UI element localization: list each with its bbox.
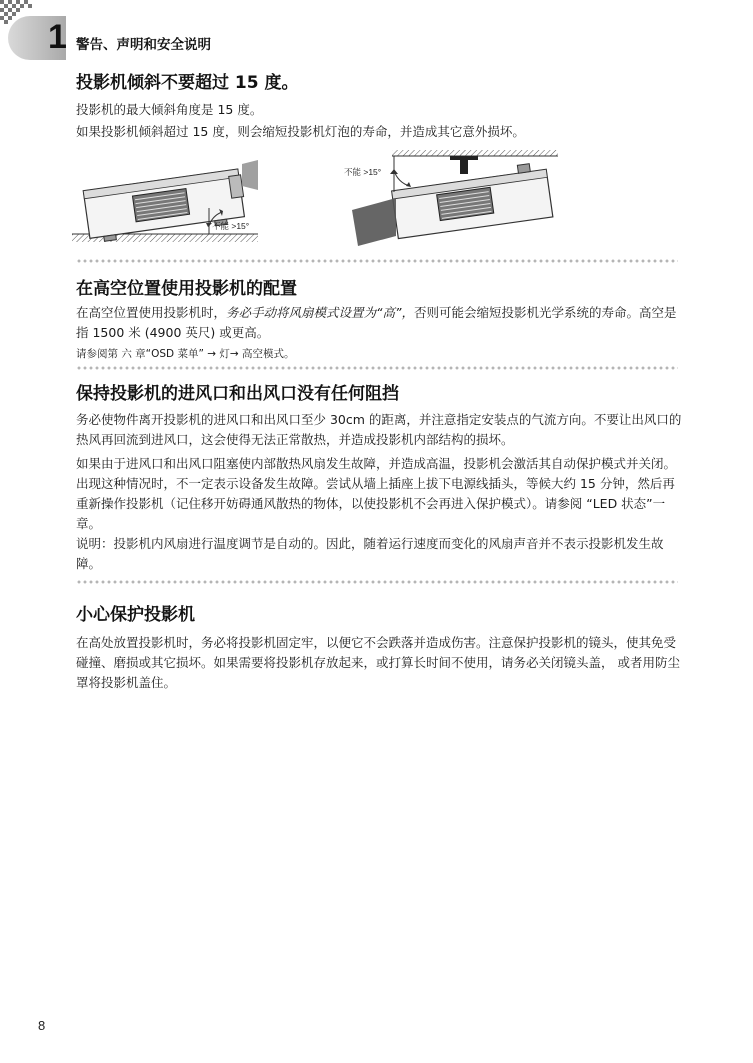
altitude-para-suffix: 否则可能会缩短投影机光学系统的寿命。高空是指 1500 米 (4900 英尺) 或更高。: [76, 305, 677, 340]
tilted-projector-ceiling-figure: [352, 150, 558, 248]
page-number: 8: [38, 1018, 46, 1033]
section-heading-altitude: 在高空位置使用投影机的配置: [76, 279, 297, 299]
protect-para-1: 在高处放置投影机时，务必将投影机固定牢，以便它不会跌落并造成伤害。注意保护投影机的镜头，使其免受碰撞、磨损或其它损坏。如果需要将投影机存放起来，或打算长时间不使用，请务必关闭镜头盖， 或者用防尘罩将投影机盖住。: [76, 635, 680, 690]
tilt-para-2: 如果投影机倾斜超过 15 度，则会缩短投影机灯泡的寿命，并造成其它意外损坏。: [76, 124, 525, 139]
section-heading-protect: 小心保护投影机: [76, 605, 195, 625]
ventilation-para-2: 如果由于进风口和出风口阻塞使内部散热风扇发生故障，并造成高温，投影机会激活其自动保护模式并关闭。出现这种情况时，不一定表示设备发生故障。尝试从墙上插座上拔下电源线插头，等候大约 15 分钟，然后再重新操作投影机（记住移开妨碍通风散热的物体，以使投影机不会再进入保护模式）。请参阅 “LED 状态”一章。: [76, 456, 677, 531]
tilt-limit-label-left: 不能 >15°: [212, 221, 250, 231]
chapter-title: 警告、声明和安全说明: [76, 37, 211, 53]
chapter-number: 1: [48, 18, 67, 56]
section-heading-ventilation: 保持投影机的进风口和出风口没有任何阻挡: [76, 384, 399, 404]
altitude-para-1: [76, 303, 682, 343]
tilt-limit-label-right: 不能 >15°: [344, 167, 382, 177]
ventilation-para-1: 务必使物件离开投影机的进风口和出风口至少 30cm 的距离，并注意指定安装点的气流方向。不要让出风口的热风再回流到进风口，这会使得无法正常散热，并造成投影机内部结构的损坏。: [76, 412, 682, 447]
altitude-note: 请参阅第 六 章“OSD 菜单” → 灯→ 高空模式。: [76, 348, 295, 360]
tilt-para-1: 投影机的最大倾斜角度是 15 度。: [76, 102, 263, 117]
section-divider: [76, 259, 678, 263]
altitude-para-prefix: 在高空位置使用投影机时，: [76, 305, 227, 320]
section-divider: [76, 366, 678, 370]
section-divider: [76, 580, 678, 584]
section-heading-tilt: 投影机倾斜不要超过 15 度。: [76, 73, 299, 93]
ventilation-note: 说明：投影机内风扇进行温度调节是自动的。因此，随着运行速度而变化的风扇声音并不表示投影机发生故障。: [76, 536, 664, 571]
altitude-para-italic: 务必手动将风扇模式设置为“高”，: [226, 305, 414, 320]
